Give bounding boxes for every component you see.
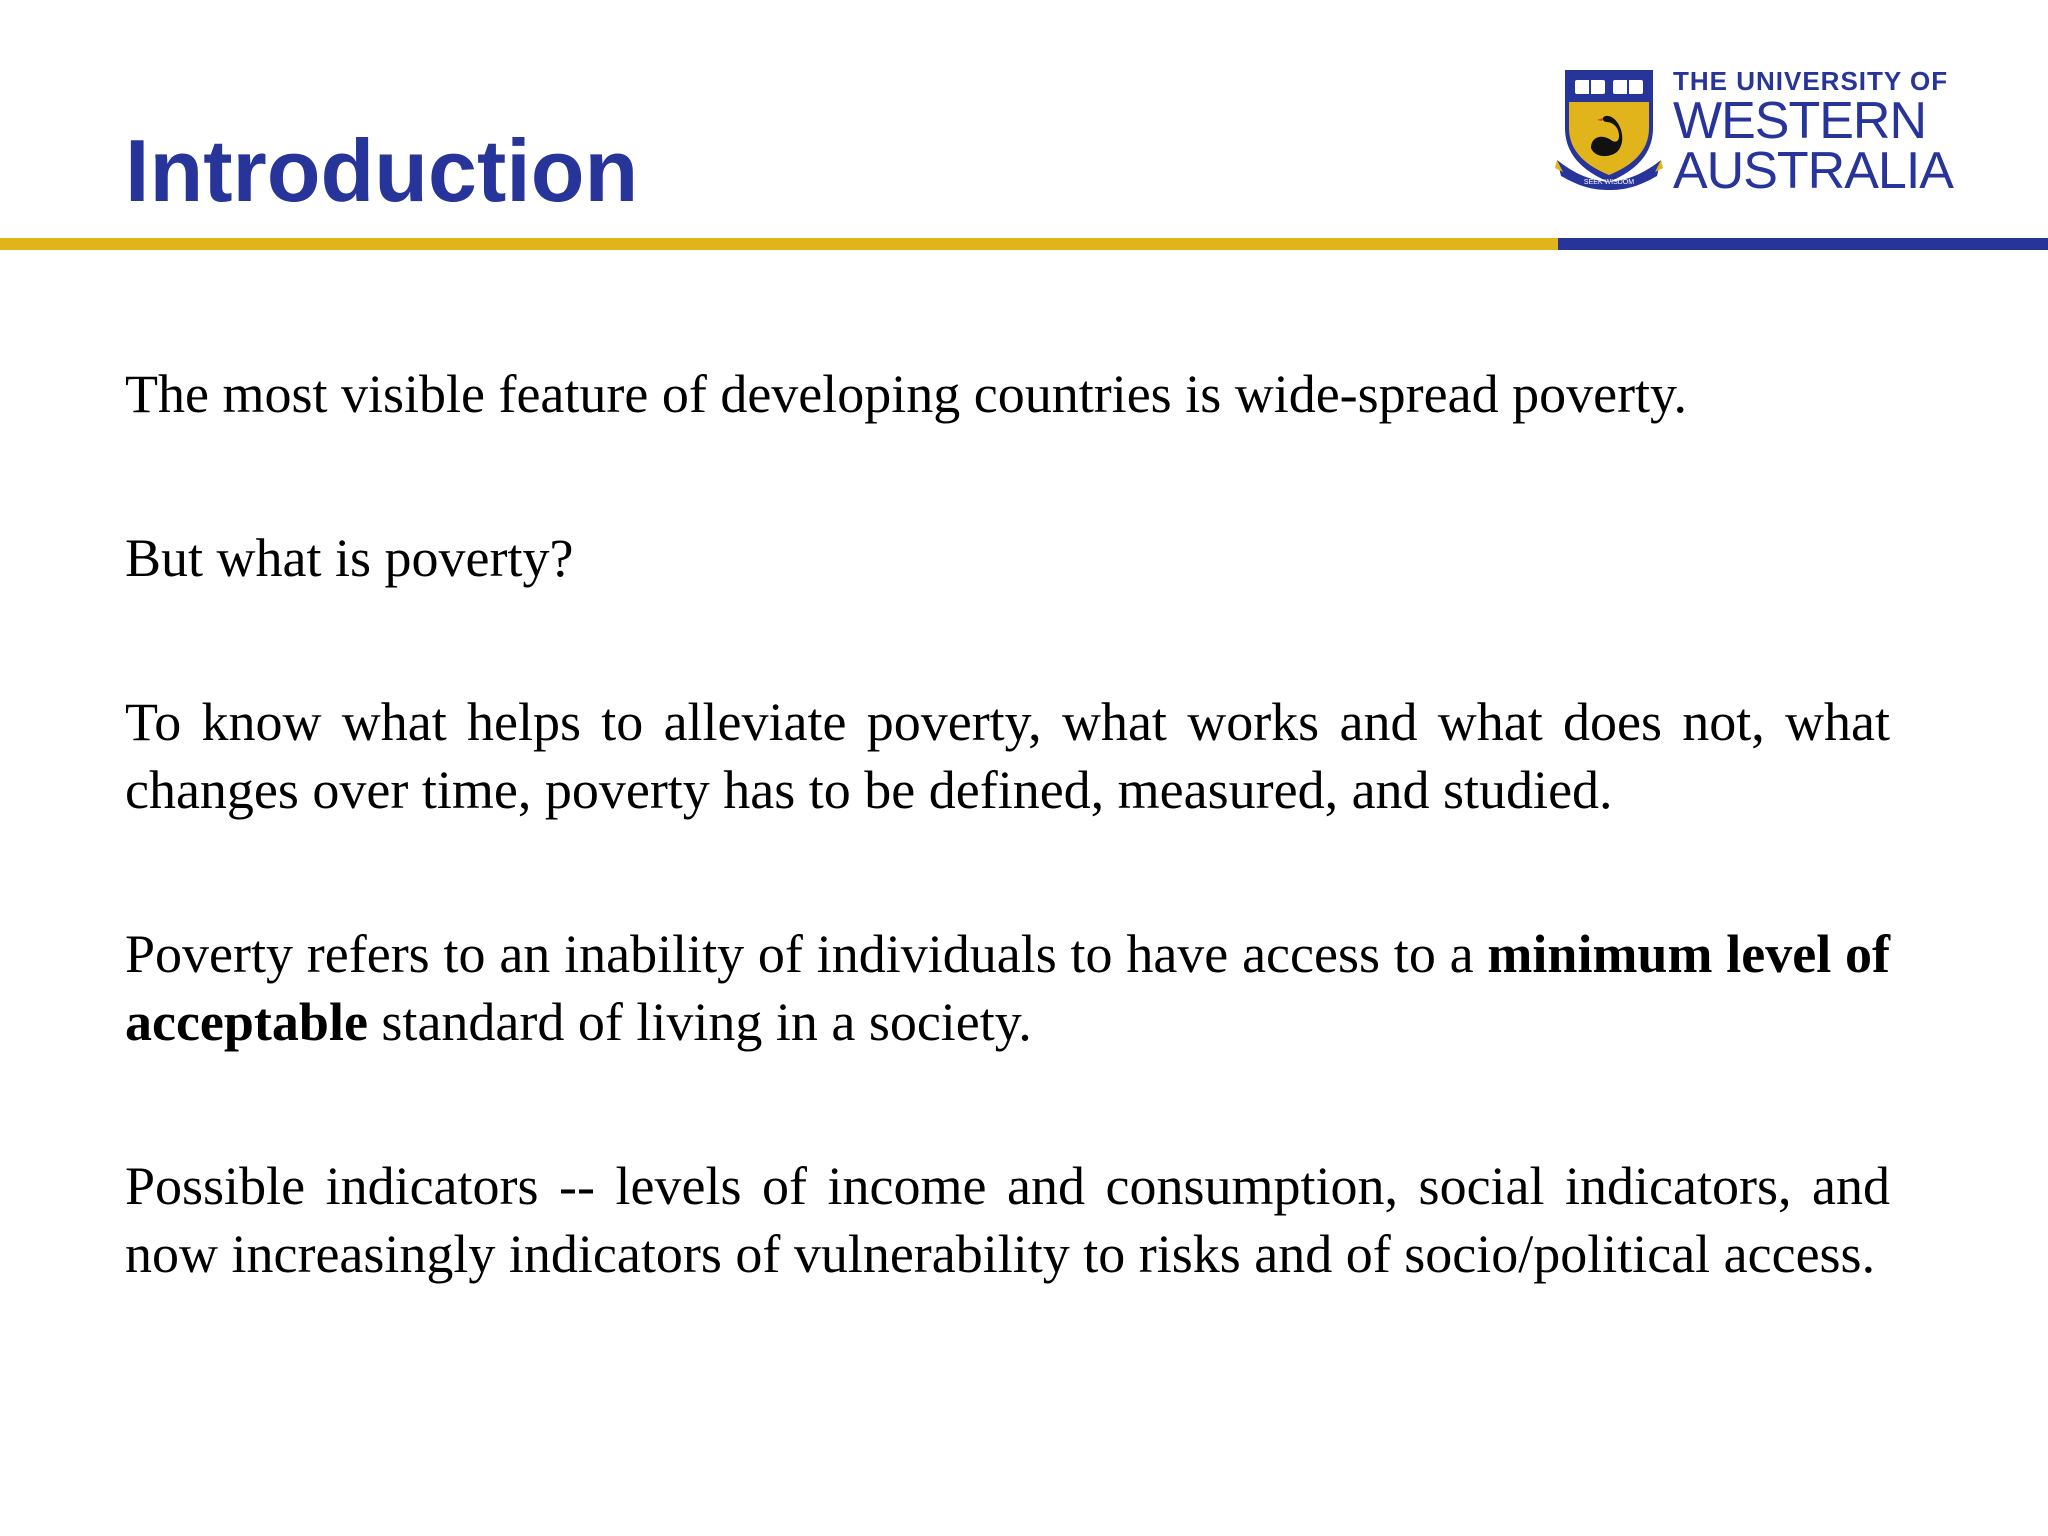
uwa-crest-icon — [1555, 64, 1663, 192]
paragraph-4 — [125, 920, 1890, 1056]
wordmark-line-3: AUSTRALIA — [1673, 142, 1953, 200]
paragraph-5: Possible indicators -- levels of income and consumption, social indicators, and now increasingly indicators of vulnerability to risks and of socio/political access. — [125, 1156, 1890, 1284]
paragraph-4-text-pre: Poverty refers to an inability of individuals to have access to a — [125, 924, 1488, 984]
paragraph-2: But what is poverty? — [125, 528, 574, 588]
university-logo — [1555, 64, 1953, 200]
crest-motto: SEEK WISDOM — [1583, 179, 1635, 186]
paragraph-4-text-post: standard of living in a society. — [367, 992, 1032, 1052]
slide-body — [125, 360, 1890, 1384]
paragraph-3: To know what helps to alleviate poverty, what works and what does not, what changes over time, poverty has to be defined, measured, and studied. — [125, 692, 1890, 820]
paragraph-1: The most visible feature of developing countries is wide-spread poverty. — [125, 364, 1688, 424]
slide-title: Introduction — [125, 121, 639, 220]
university-wordmark — [1673, 66, 1953, 200]
paragraph-4-emphasis: minimum level of acceptable — [125, 924, 1890, 1052]
title-rule-blue — [1558, 238, 2048, 250]
title-rule-gold — [0, 238, 1558, 250]
wordmark-line-2: WESTERN — [1673, 92, 1926, 150]
wordmark-line-1: THE UNIVERSITY OF — [1673, 66, 1949, 96]
